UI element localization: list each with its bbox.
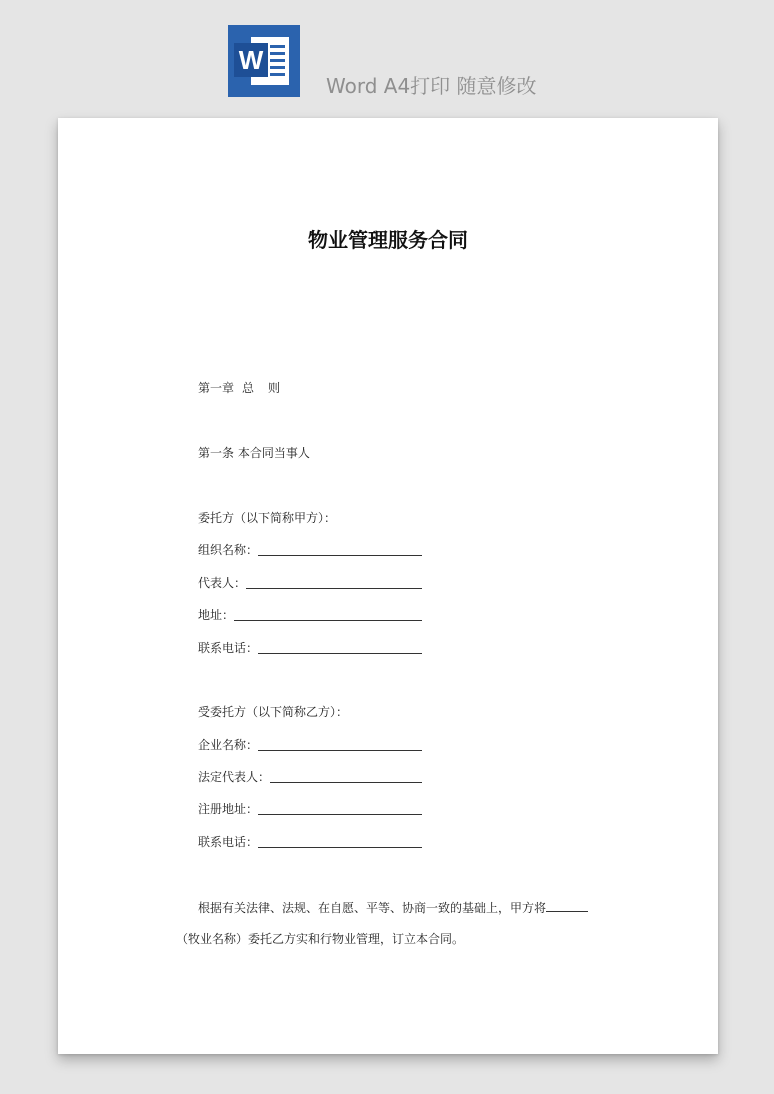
- party-b-legal-rep-field[interactable]: [198, 769, 422, 785]
- paragraph-line-1: [198, 899, 588, 916]
- party-b-phone-field[interactable]: [198, 834, 422, 850]
- field-label: 法定代表人：: [198, 770, 271, 784]
- word-icon: [228, 25, 300, 97]
- property-name-blank[interactable]: [546, 899, 588, 912]
- party-a-heading: 委托方（以下简称甲方）：: [198, 511, 337, 525]
- party-a-phone-field[interactable]: [198, 640, 422, 656]
- fill-in-blank[interactable]: [270, 781, 422, 783]
- party-b-registered-address-field[interactable]: [198, 801, 422, 817]
- chapter-name-a: 总: [242, 381, 255, 395]
- fill-in-blank[interactable]: [258, 846, 422, 848]
- chapter-name-b: 则: [268, 381, 281, 395]
- field-label: 注册地址：: [198, 802, 259, 816]
- party-a-org-name-field[interactable]: [198, 542, 422, 558]
- word-icon-letter: W: [234, 43, 268, 77]
- fill-in-blank[interactable]: [258, 813, 422, 815]
- fill-in-blank[interactable]: [246, 587, 422, 589]
- banner-header: [0, 0, 774, 118]
- paragraph-text-1: 根据有关法律、法规、在自愿、平等、协商一致的基础上，甲方将: [198, 901, 547, 915]
- fill-in-blank[interactable]: [234, 619, 422, 621]
- paragraph-line-2: （牧业名称）委托乙方实和行物业管理，订立本合同。: [176, 932, 465, 946]
- field-label: 地址：: [198, 608, 235, 622]
- party-b-company-name-field[interactable]: [198, 737, 422, 753]
- field-label: 组织名称：: [198, 543, 259, 557]
- party-a-address-field[interactable]: [198, 607, 422, 623]
- document-title: 物业管理服务合同: [308, 228, 468, 252]
- chapter-heading: [198, 380, 280, 396]
- field-label: 联系电话：: [198, 641, 259, 655]
- party-a-representative-field[interactable]: [198, 575, 422, 591]
- fill-in-blank[interactable]: [258, 652, 422, 654]
- document-page: [58, 118, 718, 1054]
- field-label: 代表人：: [198, 576, 247, 590]
- field-label: 企业名称：: [198, 738, 259, 752]
- fill-in-blank[interactable]: [258, 749, 422, 751]
- fill-in-blank[interactable]: [258, 554, 422, 556]
- field-label: 联系电话：: [198, 835, 259, 849]
- chapter-number: 第一章: [198, 381, 235, 395]
- banner-caption: Word A4打印 随意修改: [326, 74, 537, 98]
- party-b-heading: 受委托方（以下简称乙方）：: [198, 705, 349, 719]
- article-heading: 第一条 本合同当事人: [198, 446, 310, 460]
